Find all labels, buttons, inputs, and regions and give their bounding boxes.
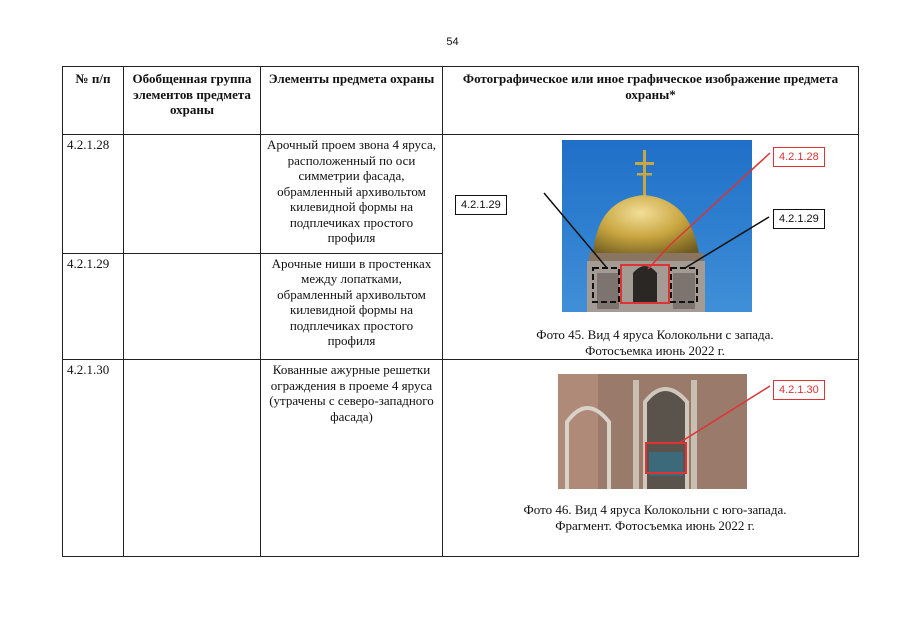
row-group [124,360,261,557]
header-number: № п/п [63,67,124,135]
header-elements: Элементы предмета охраны [261,67,443,135]
photo45-callout-red: 4.2.1.28 [773,147,825,167]
row-element: Арочные ниши в простенках между лопатками, обрамленный архивольтом килевидной формы на подплечиках простого профиля [261,253,443,359]
photo45-image [447,137,863,357]
row-number: 4.2.1.28 [63,135,124,254]
photo45-caption [447,327,863,359]
row-number: 4.2.1.30 [63,360,124,557]
photo46-caption-line1: Фото 46. Вид 4 яруса Колокольни с юго-запада. [523,502,787,517]
photo45-callout-left: 4.2.1.29 [455,195,507,215]
row-element: Арочный проем звона 4 яруса, расположенный по оси симметрии фасада, обрамленный архивольтом килевидной формы на подплечиках простого профиля [261,135,443,254]
table-row [63,360,859,557]
row-element: Кованные ажурные решетки ограждения в проеме 4 яруса (утрачены с северо-западного фасада) [261,360,443,557]
row-group [124,135,261,254]
photo45-caption-line2: Фотосъемка июнь 2022 г. [585,343,725,358]
photo45-callout-right: 4.2.1.29 [773,209,825,229]
photo45-cell [443,135,859,360]
photo46-caption [447,502,863,534]
row-number: 4.2.1.29 [63,253,124,359]
photo46-callout-red: 4.2.1.30 [773,380,825,400]
table-header-row [63,67,859,135]
photo45-caption-line1: Фото 45. Вид 4 яруса Колокольни с запада. [536,327,774,342]
header-group: Обобщенная группа элементов предмета охраны [124,67,261,135]
header-image: Фотографическое или иное графическое изображение предмета охраны* [443,67,859,135]
photo46-caption-line2: Фрагмент. Фотосъемка июнь 2022 г. [555,518,755,533]
photo46-cell [443,360,859,557]
photo46-container [447,362,854,554]
page-number: 54 [446,36,459,48]
photo45-container [447,137,854,357]
table-row [63,135,859,254]
row-group [124,253,261,359]
protection-elements-table [62,66,859,557]
